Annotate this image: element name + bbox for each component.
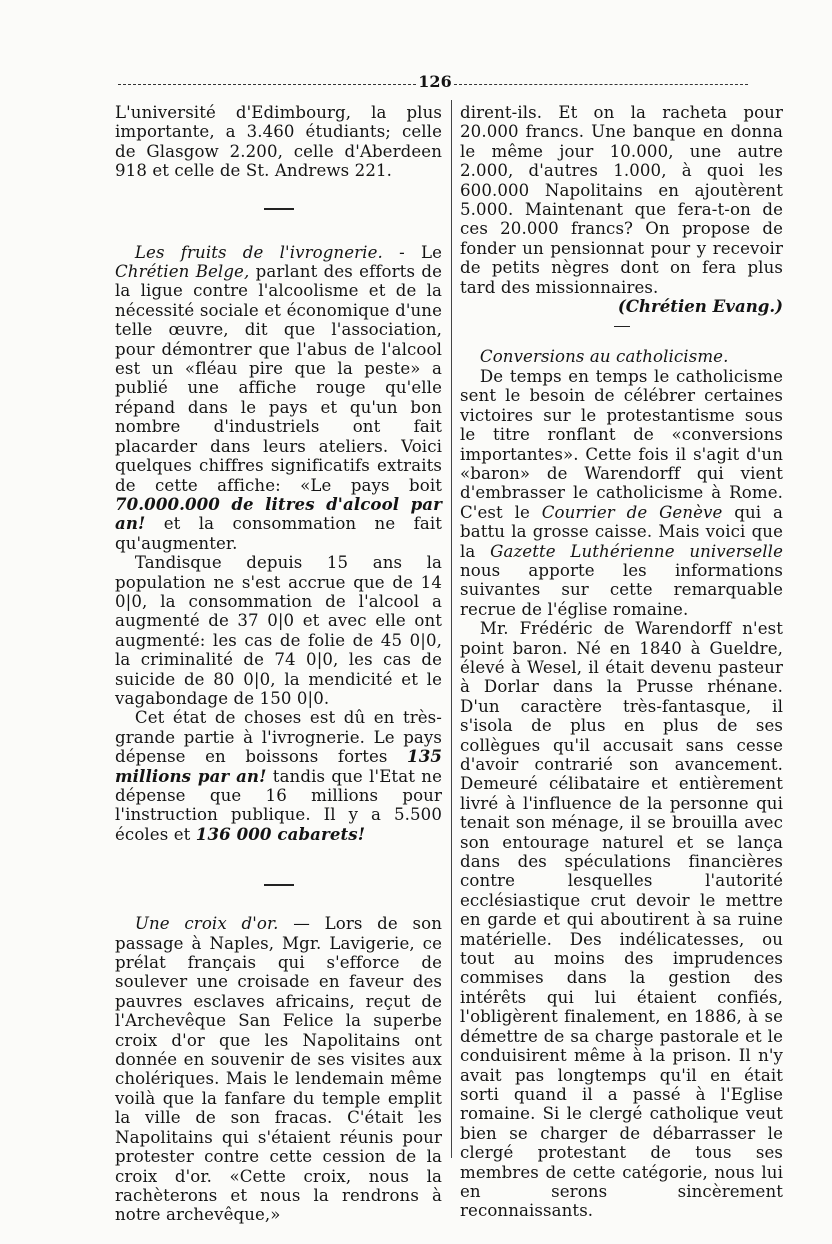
article-croix-paragraph bbox=[115, 914, 442, 1225]
left-column bbox=[115, 103, 442, 1225]
signature: (Chrétien Evang.) bbox=[617, 296, 783, 317]
article-conversions-p1-c: nous apporte les informations suivantes sur cette remarquable recrue de l'église romaine. bbox=[460, 560, 783, 619]
article-ivrognerie-intro: - Le bbox=[382, 242, 443, 262]
article-conversions-p1-a: De temps en temps le catholicisme sent le besoin de célébrer certaines victoires sur le protestantisme sous le titre ronflant de «conversions importantes». Cette fois il s'agit d'un «baron» de Warendorff qui vient d'embrasser le catholicisme à Rome. C'est le bbox=[460, 366, 783, 522]
croix-continuation-paragraph: dirent-ils. Et on la racheta pour 20.000 francs. Une banque en donna le même jour 10.000, une autre 2.000, d'autres 1.000, à quoi les 600.000 Napolitains en ajoutèrent 5.000. Maintenant que fera-t-on de ces 20.000 francs? On propose de fonder un pensionnat pour y recevoir de petits nègres dont on fera plus tard des missionnaires. bbox=[460, 103, 783, 297]
article-ivrognerie-title: Les fruits de l'ivrognerie. bbox=[134, 242, 383, 262]
section-separator bbox=[264, 884, 294, 886]
universities-paragraph: L'université d'Edimbourg, la plus importante, a 3.460 étudiants; celle de Glasgow 2.200, celle d'Aberdeen 918 et celle de St. Andrews 221. bbox=[115, 103, 442, 181]
article-ivrognerie-p3-a: Cet état de choses est dû en très-grande partie à l'ivrognerie. Le pays dépense en boissons fortes bbox=[115, 708, 442, 767]
article-conversions-paragraph-2: Mr. Frédéric de Warendorff n'est point baron. Né en 1840 à Gueldre, élevé à Wesel, il était devenu pasteur à Dorlar dans la Prusse rhénane. D'un caractère très-fantasque, il s'isola de plus en plus de ses collègues qu'il accusait sans cesse d'avoir contrarié son avancement. Demeuré célibataire et entièrement livré à l'influence de la personne qui tenait son ménage, il se brouilla avec son entourage naturel et se lança dans des spéculations financières contre lesquelles l'autorité ecclésiastique crut devoir le mettre en garde et qui aboutirent à sa ruine matérielle. Des indélicatesses, ou tout au moins des imprudences commises dans la gestion des intérêts qui lui étaient confiés, l'obligèrent finalement, en 1886, à se démettre de sa charge pastorale et le conduisirent même à la prison. Il n'y avait pas longtemps qu'il en était sorti quand il a passé à l'Eglise romaine. Si le clergé catholique veut bien se charger de débarrasser le clergé protestant de tous ses membres de cette catégorie, nous lui en serons sincèrement reconnaissants. bbox=[460, 619, 783, 1221]
courrier-de-geneve: Courrier de Genève bbox=[541, 502, 723, 522]
article-ivrognerie-source: Chrétien Belge, bbox=[115, 262, 250, 282]
article-ivrognerie-text-a: parlant des efforts de la ligue contre l'alcoolisme et de la nécessité sociale et économique d'une telle œuvre, dit que l'association, pour démontrer que l'abus de l'alcool est un «fléau pire que la peste» a publié une affiche rouge qu'elle répand dans le pays et qu'un bon nombre d'industriels ont fait placarder dans leurs ateliers. Voici quelques chiffres significatifs extraits de cette affiche: «Le pays boit bbox=[115, 262, 442, 495]
article-ivrognerie-paragraph-3 bbox=[115, 708, 442, 844]
article-ivrognerie-paragraph-1 bbox=[115, 243, 442, 554]
article-ivrognerie-paragraph-2: Tandisque depuis 15 ans la population ne s'est accrue que de 14 0|0, la consommation de l'alcool a augmenté de 37 0|0 et avec elle ont augmenté: les cas de folie de 45 0|0, la criminalité de 74 0|0, les cas de suicide de 80 0|0, la mendicité et le vagabondage de 150 0|0. bbox=[115, 553, 442, 708]
column-divider bbox=[451, 100, 452, 1158]
article-ivrognerie-p3-cabarets: 136 000 cabarets! bbox=[195, 823, 366, 844]
section-separator bbox=[264, 208, 294, 210]
article-ivrognerie-text-b: et la consommation ne fait qu'augmenter. bbox=[115, 514, 442, 553]
section-separator bbox=[614, 326, 630, 327]
article-conversions-paragraph-1 bbox=[460, 367, 783, 619]
header-rule-left bbox=[118, 84, 416, 85]
article-conversions-title-text: Conversions au catholicisme. bbox=[479, 347, 729, 367]
article-ivrognerie-p3-b: tandis que l'Etat ne dépense que 16 millions pour l'instruction publique. Il y a 5.500 écoles et bbox=[115, 766, 442, 844]
header-rule-right bbox=[454, 84, 748, 85]
right-column bbox=[460, 103, 783, 1221]
article-croix-text: — Lors de son passage à Naples, Mgr. Lavigerie, ce prélat français qui s'efforce de soulever une croisade en faveur des pauvres esclaves africains, reçut de l'Archevêque San Felice la superbe croix d'or que les Napolitains ont donnée en souvenir de ses visites aux cholériques. Mais le lendemain même voilà que la fanfare du temple emplit la ville de son fracas. C'était les Napolitains qui s'étaient réunis pour protester contre cette cession de la croix d'or. «Cette croix, nous la rachèterons et nous la rendrons à notre archevêque,» bbox=[115, 914, 442, 1225]
article-ivrognerie-p3-millions: 135 millions par an! bbox=[115, 746, 442, 786]
article-conversions-title bbox=[460, 347, 783, 366]
gazette-lutherienne: Gazette Luthérienne universelle bbox=[490, 541, 783, 561]
page-header bbox=[118, 72, 748, 98]
article-ivrognerie-quote: 70.000.000 de litres d'alcool par an! bbox=[115, 493, 442, 534]
page-number: 126 bbox=[418, 72, 452, 91]
article-croix-title: Une croix d'or. bbox=[134, 914, 279, 934]
article-conversions-p1-b: qui a battu la grosse caisse. Mais voici que la bbox=[460, 502, 783, 561]
